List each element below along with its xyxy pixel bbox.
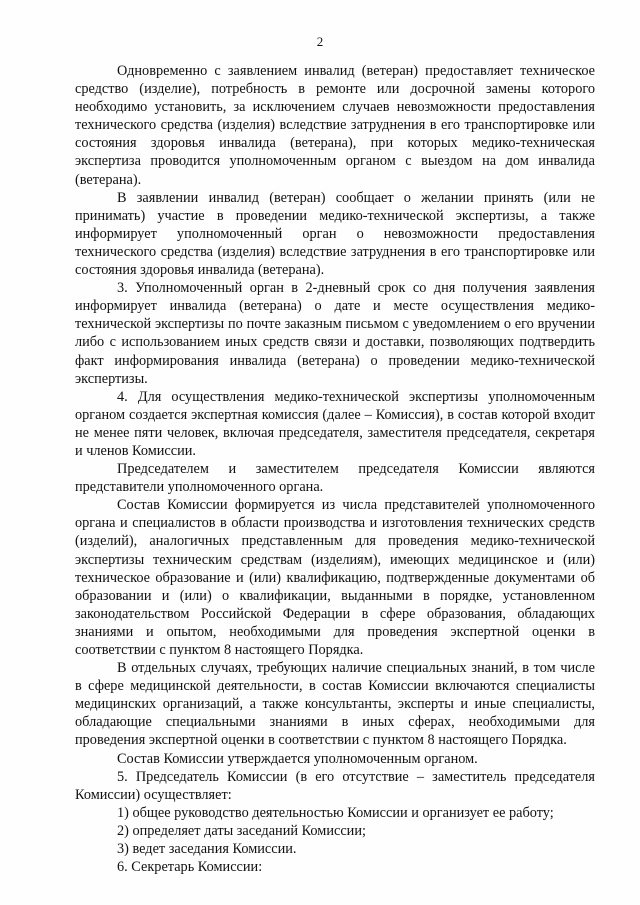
paragraph-4: 4. Для осуществления медико-технической экспертизы уполномоченным органом создается экспертная комиссия (далее – Комиссия), в состав которой входит не менее пяти человек, включая председателя, заместителя председателя, секретаря и членов Комиссии. [75, 388, 595, 459]
list-item-1: 1) общее руководство деятельностью Комиссии и организует ее работу; [117, 804, 554, 821]
page-number: 2 [316, 34, 324, 49]
list-item-3: 3) ведет заседания Комиссии. [117, 841, 297, 858]
closing-paragraph: 6. Секретарь Комиссии: [117, 859, 263, 876]
paragraph-1: Одновременно с заявлением инвалид (ветеран) предоставляет техническое средство (изделие), потребность в ремонте или досрочной замены которого необходимо установить, за исключением случаев невозможности предоставления технического средства (изделия) вследствие затруднения в его транспортировке или состояния здоровья инвалида (ветерана), при которых медико-техническая экспертиза проводится уполномоченным органом с выездом на дом инвалида (ветерана). [75, 63, 595, 188]
list-item-2: 2) определяет даты заседаний Комиссии; [117, 822, 366, 839]
paragraph-5: Председателем и заместителем председателя Комиссии являются представители уполномоченного органа. [75, 461, 595, 496]
paragraph-2: В заявлении инвалид (ветеран) сообщает о желании принять (или не принимать) участие в проведении медико-технической экспертизы, а также информирует уполномоченный орган о невозможности предоставления технического средства (изделия) вследствие затруднения в его транспортировке или состояния здоровья инвалида (ветерана). [75, 189, 595, 279]
paragraph-7: В отдельных случаях, требующих наличие специальных знаний, в том числе в сфере медицинской деятельности, в состав Комиссии включаются специалисты медицинских организаций, а также консультанты, эксперты и иные специалисты, обладающие специальными знаниями в иных сферах, необходимыми для проведения экспертной оценки в соответствии с пунктом 8 настоящего Порядка. [75, 660, 595, 749]
paragraph-8: Состав Комиссии утверждается уполномоченным органом. [117, 750, 478, 767]
paragraph-6: Состав Комиссии формируется из числа представителей уполномоченного органа и специалистов в области производства и изготовления технических средств (изделий), аналогичных представленным для проведения медико-технической экспертизы техническим средствам (изделиям), имеющих медицинское и (или) техническое образование и (или) квалификацию, подтвержденные документами об образовании и (или) о квалификации, выданными в порядке, установленном законодательством Российской Федерации в сфере образования, обладающих знаниями и опытом, необходимыми для проведения экспертной оценки в соответствии с пунктом 8 настоящего Порядка. [75, 497, 595, 658]
paragraph-3: 3. Уполномоченный орган в 2-дневный срок со дня получения заявления информирует инвалида (ветерана) о дате и месте осуществления медико-технической экспертизы по почте заказным письмом с уведомлением о его вручении либо с использованием иных средств связи и доставки, позволяющих подтвердить факт информирования инвалида (ветерана) о проведении медико-технической экспертизы. [75, 280, 595, 387]
document-body [75, 62, 595, 876]
paragraph-9: 5. Председатель Комиссии (в его отсутствие – заместитель председателя Комиссии) осуществляет: [75, 768, 595, 803]
